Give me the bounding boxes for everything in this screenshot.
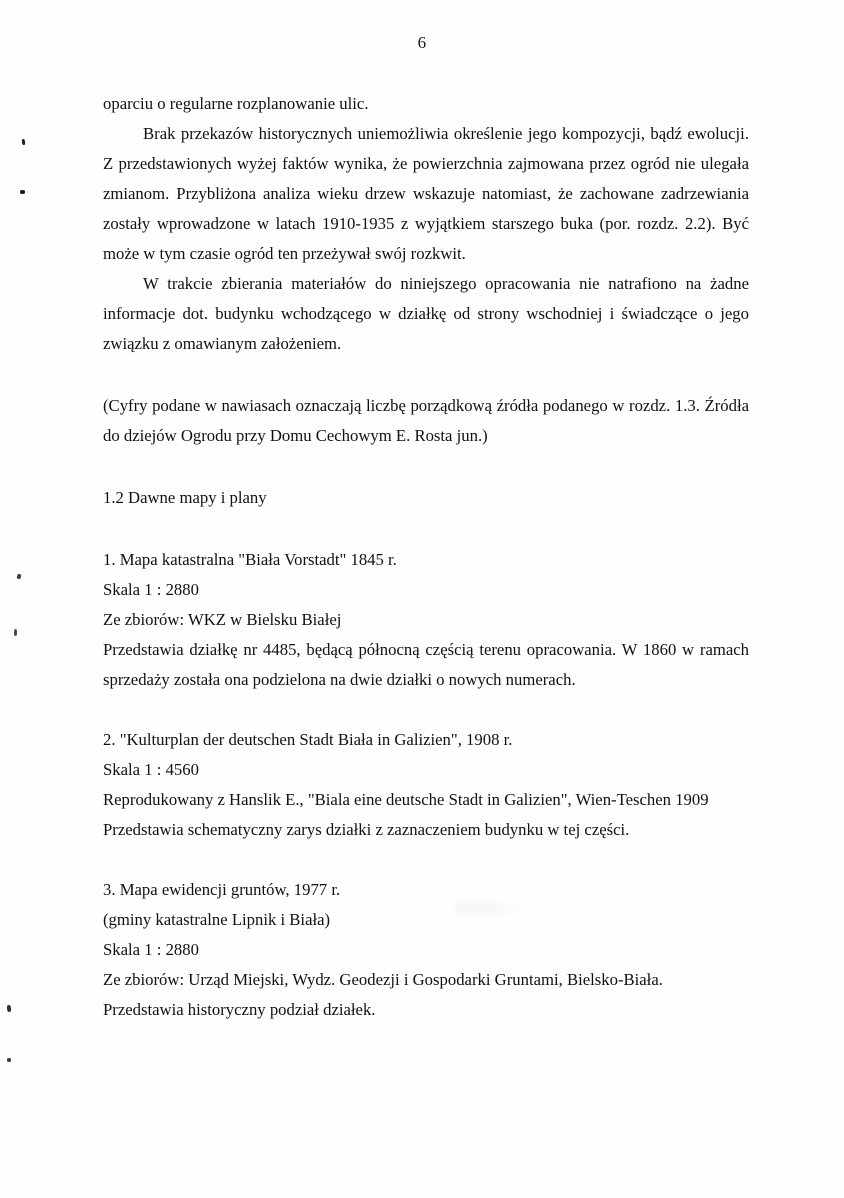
map-entry-scale: Skala 1 : 4560 xyxy=(103,760,199,779)
map-entry-3 xyxy=(103,875,749,1025)
map-entry-scale: Skala 1 : 2880 xyxy=(103,940,199,959)
page-body xyxy=(103,89,749,1025)
section-heading-1-2: 1.2 Dawne mapy i plany xyxy=(103,488,267,507)
paragraph-continuation: oparciu o regularne rozplanowanie ulic. xyxy=(103,94,369,113)
map-entry-description: Przedstawia schematyczny zarys działki z zaznaczeniem budynku w tej części. xyxy=(103,820,630,839)
map-entry-collection: Reprodukowany z Hanslik E., "Biala eine deutsche Stadt in Galizien", Wien-Teschen 1909 xyxy=(103,790,709,809)
map-entry-collection: Ze zbiorów: Urząd Miejski, Wydz. Geodezji i Gospodarki Gruntami, Bielsko-Biała. xyxy=(103,970,663,989)
scan-speckle xyxy=(20,190,25,194)
map-entry-collection: Ze zbiorów: WKZ w Bielsku Białej xyxy=(103,610,342,629)
paragraph-materials: W trakcie zbierania materiałów do niniejszego opracowania nie natrafiono na żadne informacje dot. budynku wchodzącego w działkę od strony wschodniej i świadczące o jego związku z omawianym założeniem. xyxy=(103,274,749,353)
map-entry-2 xyxy=(103,725,749,845)
spacer xyxy=(103,451,749,483)
scan-speckle xyxy=(22,139,26,145)
scan-speckle xyxy=(7,1005,12,1012)
map-entry-description: Przedstawia historyczny podział działek. xyxy=(103,1000,376,1019)
paragraph-history: Brak przekazów historycznych uniemożliwia określenie jego kompozycji, bądź ewolucji. Z przedstawionych wyżej faktów wynika, że powierzchnia zajmowana przez ogród nie ulegała zmianom. Przybliżona analiza wieku drzew wskazuje natomiast, że zachowane zadrzewiania zostały wprowadzone w latach 1910-1935 z wyjątkiem starszego buka (por. rozdz. 2.2). Być może w tym czasie ogród ten przeżywał swój rozkwit. xyxy=(103,124,749,263)
map-entry-title: 2. "Kulturplan der deutschen Stadt Biała in Galizien", 1908 r. xyxy=(103,730,513,749)
paragraph-source-note: (Cyfry podane w nawiasach oznaczają liczbę porządkową źródła podanego w rozdz. 1.3. Źródła do dziejów Ogrodu przy Domu Cechowym E. Rosta jun.) xyxy=(103,396,749,445)
scan-speckle xyxy=(14,629,17,636)
map-entry-description: Przedstawia działkę nr 4485, będącą północną częścią terenu opracowania. W 1860 w ramach sprzedaży została ona podzielona na dwie działki o nowych numerach. xyxy=(103,640,749,689)
map-entry-title: 1. Mapa katastralna "Biała Vorstadt" 1845 r. xyxy=(103,550,397,569)
spacer xyxy=(103,845,749,875)
spacer xyxy=(103,513,749,545)
scan-speckle xyxy=(7,1058,11,1062)
map-entry-title: 3. Mapa ewidencji gruntów, 1977 r. xyxy=(103,880,341,899)
spacer xyxy=(103,359,749,391)
scan-speckle xyxy=(16,574,21,580)
map-entry-scale: Skala 1 : 2880 xyxy=(103,580,199,599)
map-entry-subtitle: (gminy katastralne Lipnik i Biała) xyxy=(103,910,331,929)
page-number: 6 xyxy=(417,33,427,52)
map-entry-1 xyxy=(103,545,749,695)
spacer xyxy=(103,695,749,725)
